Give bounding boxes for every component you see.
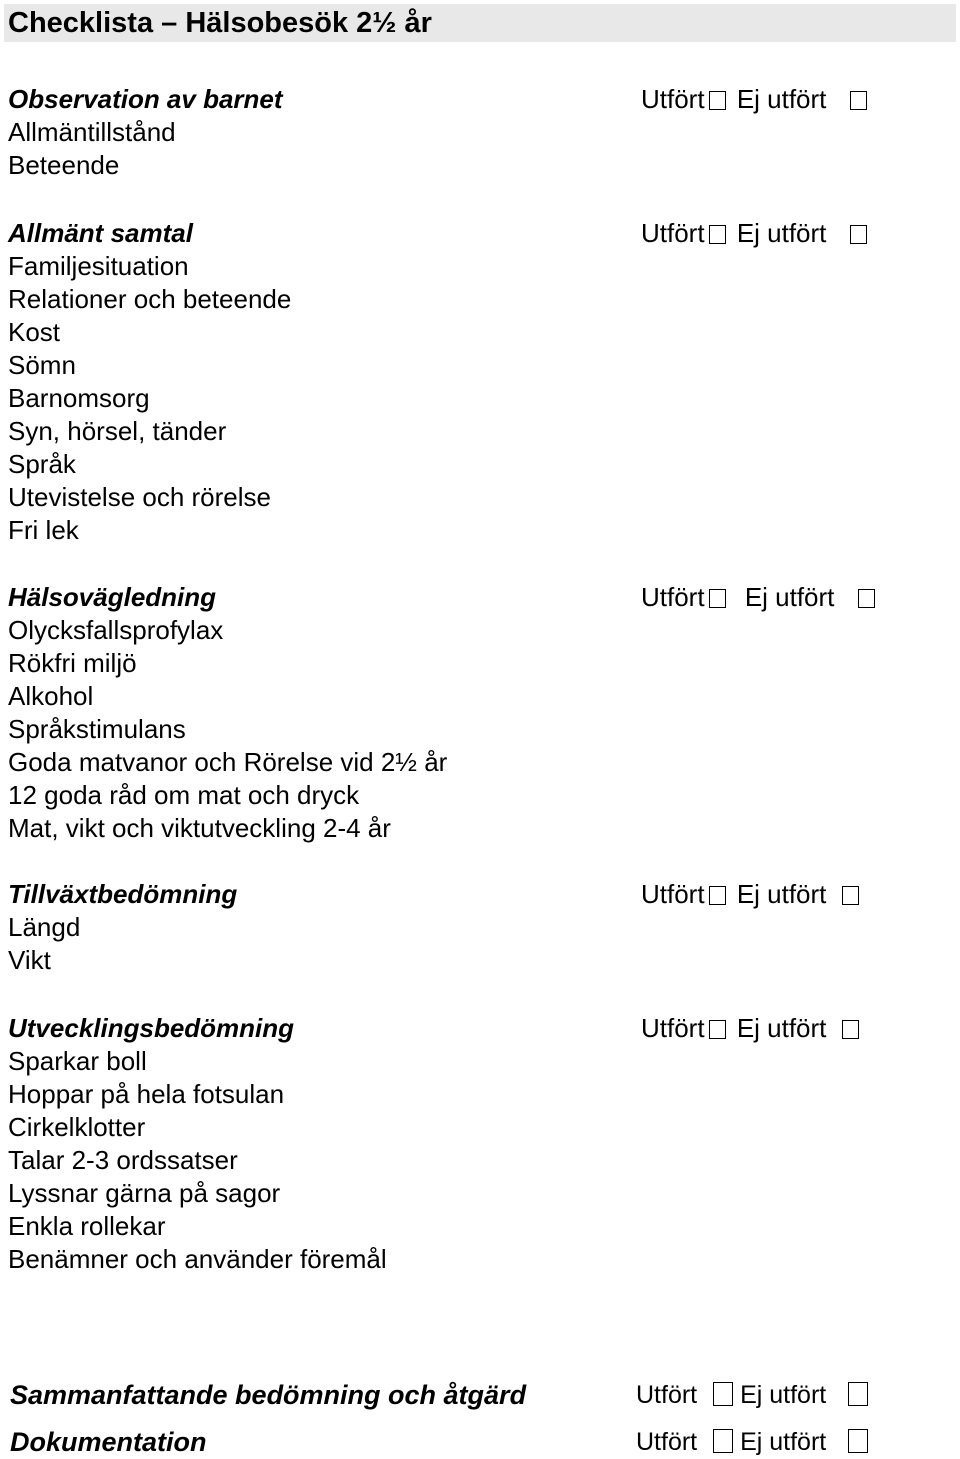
status-general-talk xyxy=(641,217,867,250)
done-label: Utfört xyxy=(641,879,705,909)
list-item: Alkohol xyxy=(8,681,94,711)
done-label: Utfört xyxy=(636,1428,698,1456)
list-item: Talar 2-3 ordssatser xyxy=(8,1145,238,1175)
list-item: Längd xyxy=(8,912,81,942)
done-checkbox[interactable] xyxy=(709,886,726,905)
list-item: Rökfri miljö xyxy=(8,648,137,678)
section-heading-development: Utvecklingsbedömning xyxy=(8,1013,295,1043)
not-done-label: Ej utfört xyxy=(736,84,827,114)
not-done-checkbox[interactable] xyxy=(858,589,875,608)
section-heading-observation: Observation av barnet xyxy=(8,84,283,114)
not-done-checkbox[interactable] xyxy=(850,225,867,244)
list-item: Allmäntillstånd xyxy=(8,117,176,147)
list-item: Cirkelklotter xyxy=(8,1112,146,1142)
list-item: Sömn xyxy=(8,350,76,380)
status-documentation xyxy=(636,1425,868,1459)
list-item: Benämner och använder föremål xyxy=(8,1244,387,1274)
list-item: Lyssnar gärna på sagor xyxy=(8,1178,281,1208)
not-done-checkbox[interactable] xyxy=(848,1382,868,1406)
list-item: Sparkar boll xyxy=(8,1046,147,1076)
list-item: Fri lek xyxy=(8,515,79,545)
not-done-label: Ej utfört xyxy=(736,879,827,909)
not-done-label: Ej utfört xyxy=(736,218,827,248)
section-heading-growth: Tillväxtbedömning xyxy=(8,879,238,909)
list-item: Barnomsorg xyxy=(8,383,150,413)
list-item: Enkla rollekar xyxy=(8,1211,166,1241)
done-label: Utfört xyxy=(641,84,705,114)
not-done-checkbox[interactable] xyxy=(850,91,867,110)
list-item: 12 goda råd om mat och dryck xyxy=(8,780,360,810)
list-item: Relationer och beteende xyxy=(8,284,292,314)
status-growth xyxy=(641,878,859,911)
list-item: Olycksfallsprofylax xyxy=(8,615,224,645)
done-checkbox[interactable] xyxy=(709,91,726,110)
done-checkbox[interactable] xyxy=(709,589,726,608)
list-item: Utevistelse och rörelse xyxy=(8,482,271,512)
not-done-label: Ej utfört xyxy=(736,1013,827,1043)
list-item: Språk xyxy=(8,449,76,479)
not-done-checkbox[interactable] xyxy=(848,1429,868,1453)
list-item: Mat, vikt och viktutveckling 2-4 år xyxy=(8,813,391,843)
list-item: Beteende xyxy=(8,150,120,180)
list-item: Vikt xyxy=(8,945,51,975)
not-done-checkbox[interactable] xyxy=(842,886,859,905)
section-heading-general-talk: Allmänt samtal xyxy=(8,218,193,248)
status-health-guidance xyxy=(641,581,875,614)
status-development xyxy=(641,1012,859,1045)
not-done-checkbox[interactable] xyxy=(842,1020,859,1039)
status-observation xyxy=(641,83,867,116)
page-title: Checklista – Hälsobesök 2½ år xyxy=(8,7,432,39)
not-done-label: Ej utfört xyxy=(740,1381,827,1409)
summary-heading: Sammanfattande bedömning och åtgärd xyxy=(10,1380,527,1410)
done-checkbox[interactable] xyxy=(709,225,726,244)
done-label: Utfört xyxy=(641,218,705,248)
documentation-heading: Dokumentation xyxy=(10,1427,207,1457)
done-label: Utfört xyxy=(636,1381,698,1409)
done-label: Utfört xyxy=(641,582,705,612)
done-checkbox[interactable] xyxy=(713,1382,733,1406)
list-item: Kost xyxy=(8,317,61,347)
list-item: Hoppar på hela fotsulan xyxy=(8,1079,285,1109)
list-item: Familjesituation xyxy=(8,251,189,281)
status-summary xyxy=(636,1378,868,1412)
not-done-label: Ej utfört xyxy=(744,582,835,612)
not-done-label: Ej utfört xyxy=(740,1428,827,1456)
section-heading-health-guidance: Hälsovägledning xyxy=(8,582,217,612)
done-checkbox[interactable] xyxy=(709,1020,726,1039)
list-item: Språkstimulans xyxy=(8,714,186,744)
done-label: Utfört xyxy=(641,1013,705,1043)
list-item: Goda matvanor och Rörelse vid 2½ år xyxy=(8,747,448,777)
done-checkbox[interactable] xyxy=(713,1429,733,1453)
list-item: Syn, hörsel, tänder xyxy=(8,416,227,446)
